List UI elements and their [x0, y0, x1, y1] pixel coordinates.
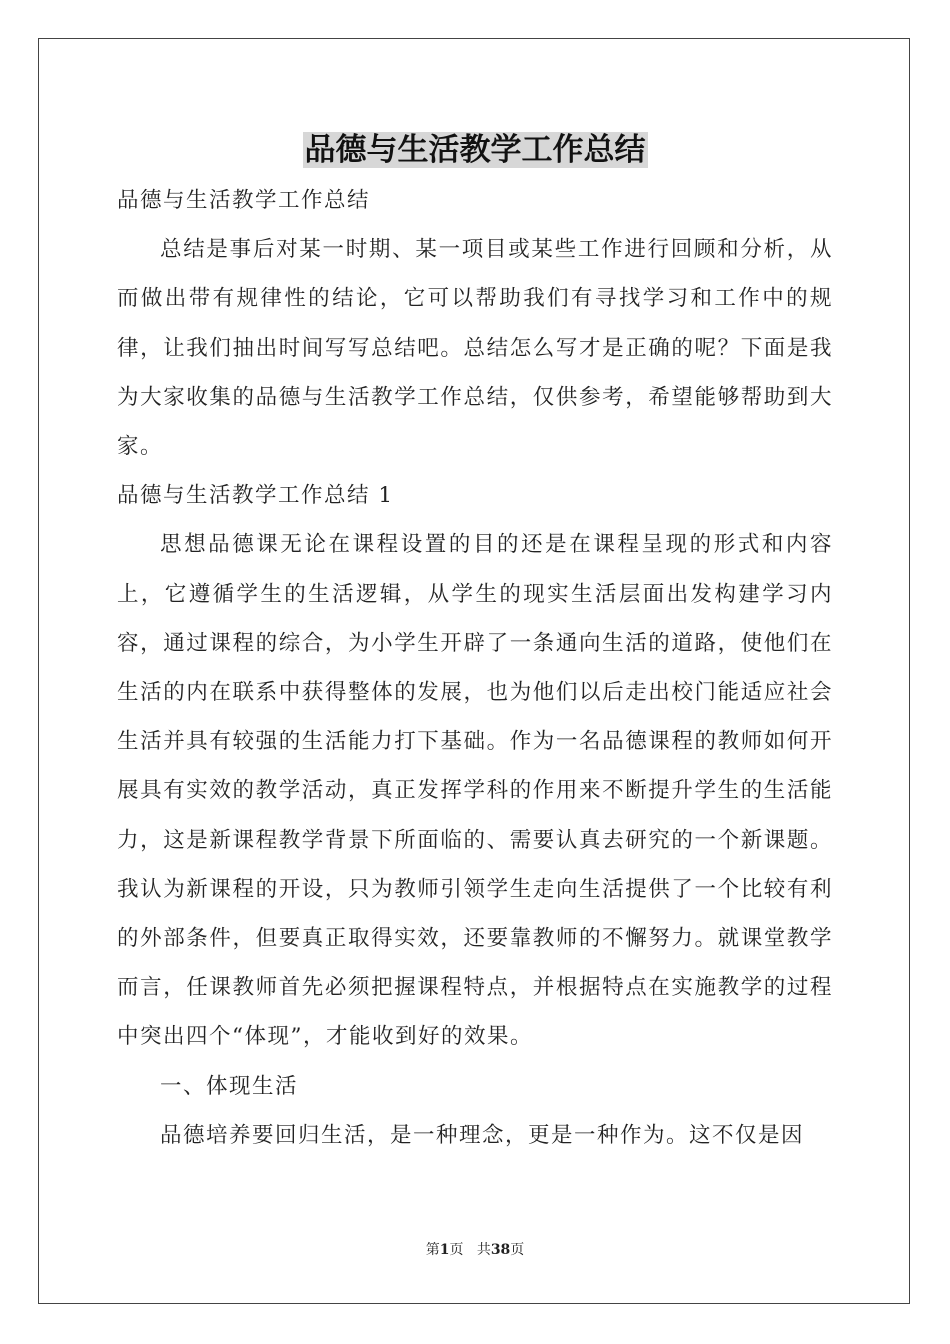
document-title-text: 品德与生活教学工作总结 [304, 132, 646, 168]
page-label-suffix: 页 [449, 1242, 464, 1258]
total-pages-number: 38 [490, 1242, 511, 1258]
paragraph-continued: 品德培养要回归生活，是一种理念，更是一种作为。这不仅是因 [160, 1122, 805, 1148]
paragraph-subtitle: 品德与生活教学工作总结 [117, 188, 371, 213]
page-label-prefix: 第 [425, 1242, 440, 1258]
total-label-suffix: 页 [510, 1242, 525, 1258]
paragraph-intro: 总结是事后对某一时期、某一项目或某些工作进行回顾和分析，从而做出带有规律性的结论，它可以帮助我们有寻找学习和工作中的规律，让我们抽出时间写写总结吧。总结怎么写才是正确的呢？下面是我为大家收集的品德与生活教学工作总结，仅供参考，希望能够帮助到大家。 [117, 237, 833, 460]
total-label-prefix: 共 [476, 1242, 491, 1258]
page-footer [0, 1240, 950, 1260]
paragraph-subheading: 一、体现生活 [160, 1073, 299, 1099]
document-title [0, 128, 950, 172]
current-page-number: 1 [439, 1242, 450, 1258]
paragraph-main: 思想品德课无论在课程设置的目的还是在课程呈现的形式和内容上，它遵循学生的生活逻辑，从学生的现实生活层面出发构建学习内容，通过课程的综合，为小学生开辟了一条通向生活的道路，使他们在生活的内在联系中获得整体的发展，也为他们以后走出校门能适应社会生活并具有较强的生活能力打下基础。作为一名品德课程的教师如何开展具有实效的教学活动，真正发挥学科的作用来不断提升学生的生活能力，这是新课程教学背景下所面临的、需要认真去研究的一个新课题。我认为新课程的开设，只为教师引领学生走向生活提供了一个比较有利的外部条件，但要真正取得实效，还要靠教师的不懈努力。就课堂教学而言，任课教师首先必须把握课程特点，并根据特点在实施教学的过程中突出四个“体现”，才能收到好的效果。 [117, 532, 833, 1050]
document-body [117, 176, 833, 1160]
paragraph-section-heading: 品德与生活教学工作总结 1 [117, 483, 394, 509]
